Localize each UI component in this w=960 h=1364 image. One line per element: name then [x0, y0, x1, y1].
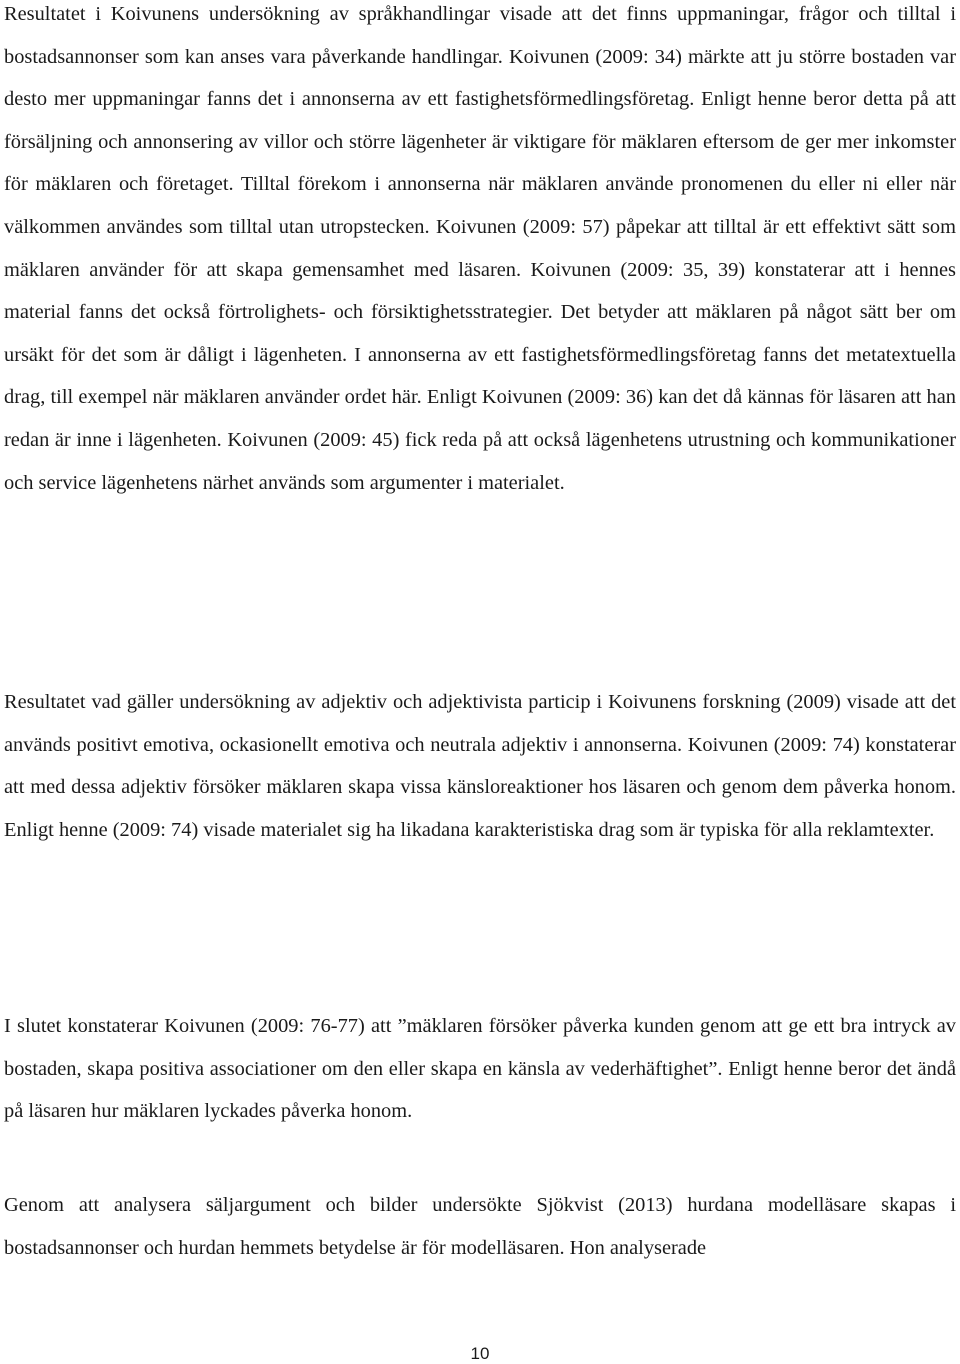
- body-paragraph-2: Resultatet vad gäller undersökning av adjektiv och adjektivista particip i Koivunens forskning (2009) visade att det används positivt emotiva, ockasionellt emotiva och neutrala adjektiv i annonserna. Koivunen (2009: 74) konstaterar att med dessa adjektiv försöker mäklaren skapa vissa känsloreaktioner hos läsaren och genom dem påverka honom. Enligt henne (2009: 74) visade materialet sig ha likadana karakteristiska drag som är typiska för alla reklamtexter.: [4, 691, 956, 841]
- body-paragraph-1: Resultatet i Koivunens undersökning av språkhandlingar visade att det finns uppmaningar, frågor och tilltal i bostadsannonser som kan anses vara påverkande handlingar. Koivunen (2009: 34) märkte att ju större bostaden var desto mer uppmaningar fanns det i annonserna av ett fastighetsförmedlingsföretag. Enligt henne beror detta på att försäljning och annonsering av villor och större lägenheter är viktigare för mäklaren eftersom de ger mer inkomster för mäklaren och företaget. Tilltal förekom i annonserna när mäklaren använde pronomenen du eller ni eller när välkommen användes som tilltal utan utropstecken. Koivunen (2009: 57) påpekar att tilltal är ett effektivt sätt som mäklaren använder för att skapa gemensamhet med läsaren. Koivunen (2009: 35, 39) konstaterar att i hennes material fanns det också förtrolighets- och försiktighetsstrategier. Det betyder att mäklaren på något sätt ber om ursäkt för det som är dåligt i lägenheten. I annonserna av ett fastighetsförmedlingsföretag fanns det metatextuella drag, till exempel när mäklaren använder ordet här. Enligt Koivunen (2009: 36) kan det då kännas för läsaren att han redan är inne i lägenheten. Koivunen (2009: 45) fick reda på att också lägenhetens utrustning och kommunikationer och service lägenhetens närhet används som argumenter i materialet.: [4, 3, 956, 494]
- body-paragraph-4: Genom att analysera säljargument och bilder undersökte Sjökvist (2013) hurdana modelläsare skapas i bostadsannonser och hurdan hemmets betydelse är för modelläsaren. Hon analyserade: [4, 1194, 956, 1259]
- page-number: 10: [470, 1344, 490, 1363]
- body-paragraph-3: I slutet konstaterar Koivunen (2009: 76-77) att ”mäklaren försöker påverka kunden genom att ge ett bra intryck av bostaden, skapa positiva associationer om den eller skapa en känsla av vederhäftighet”. Enligt henne beror det ändå på läsaren hur mäklaren lyckades påverka honom.: [4, 1015, 956, 1123]
